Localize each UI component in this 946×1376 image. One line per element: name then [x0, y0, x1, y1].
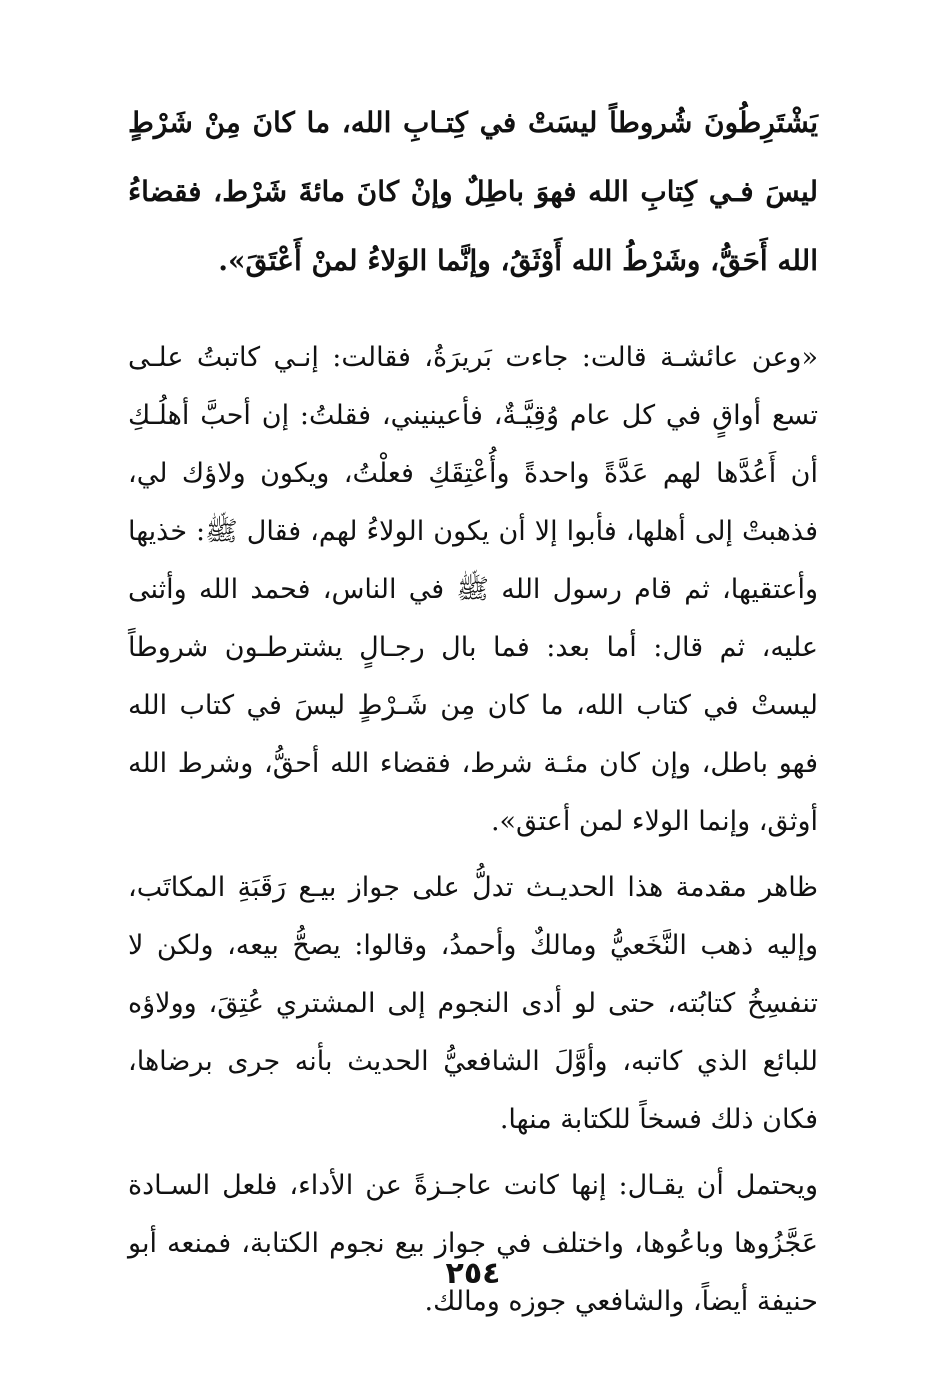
page-number: ٢٥٤ — [445, 1256, 501, 1291]
commentary-paragraph: ظاهر مقدمة هذا الحديـث تدلُّ على جواز بيـع رَقَبَةِ المكاتَب، وإليه ذهب النَّخَعيُّ ومالكٌ وأحمدُ، وقالوا: يصحُّ بيعه، ولكن لا تنفسِخُ كتابُته، حتى لو أدى النجوم إلى المشتري عُتِقَ، وولاؤه للبائع الذي كاتبه، وأوَّلَ الشافعيُّ الحديث بأنه جرى برضاها، فكان ذلك فسخاً للكتابة منها. — [128, 872, 818, 1135]
hadith-aisha-paragraph: «وعن عائشـة قالت: جاءت بَريرَةُ، فقالت: إنـي كاتبتُ علـى تسع أواقٍ في كل عام وُقِيَّـةٌ، فأعينيني، فقلتُ: إن أحبَّ أهلُـكِ أن أَعُدَّها لهم عَدَّةً واحدةً وأُعْتِقَكِ فعلْتُ، ويكون ولاؤك لي، فذهبتْ إلى أهلها، فأبوا إلا أن يكون الولاءُ لهم، فقال ﷺ: خذيها وأعتقيها، ثم قام رسول الله ﷺ في الناس، فحمد الله وأثنى عليه، ثم قال: أما بعد: فما بال رجـالٍ يشترطـون شروطاً ليستْ في كتاب الله، ما كان مِن شَـرْطٍ ليسَ في كتاب الله فهو باطل، وإن كان مئـة شرط، فقضاء الله أحقُّ، وشرط الله أوثق، وإنما الولاء لمن أعتق». — [128, 342, 818, 837]
hadith-continuation-paragraph: يَشْتَرِطُونَ شُروطاً ليسَتْ في كِتـابِ الله، ما كانَ مِنْ شَرْطٍ ليسَ فـي كِتابِ الله فهوَ باطِلٌ وإنْ كانَ مائةَ شَرْط، فقضاءُ الله أَحَقُّ، وشَرْطُ الله أَوْثَقُ، وإنَّما الوَلاءُ لمنْ أَعْتَقَ». — [128, 106, 818, 277]
document-body — [128, 88, 818, 1331]
commentary-paragraph-2: ويحتمل أن يقـال: إنها كانت عاجـزةً عن الأداء، فلعل السـادة عَجَّزُوها وباعُوها، واختلف في جواز بيع نجوم الكتابة، فمنعه أبو حنيفة أيضاً، والشافعي جوزه ومالك. — [128, 1170, 818, 1317]
